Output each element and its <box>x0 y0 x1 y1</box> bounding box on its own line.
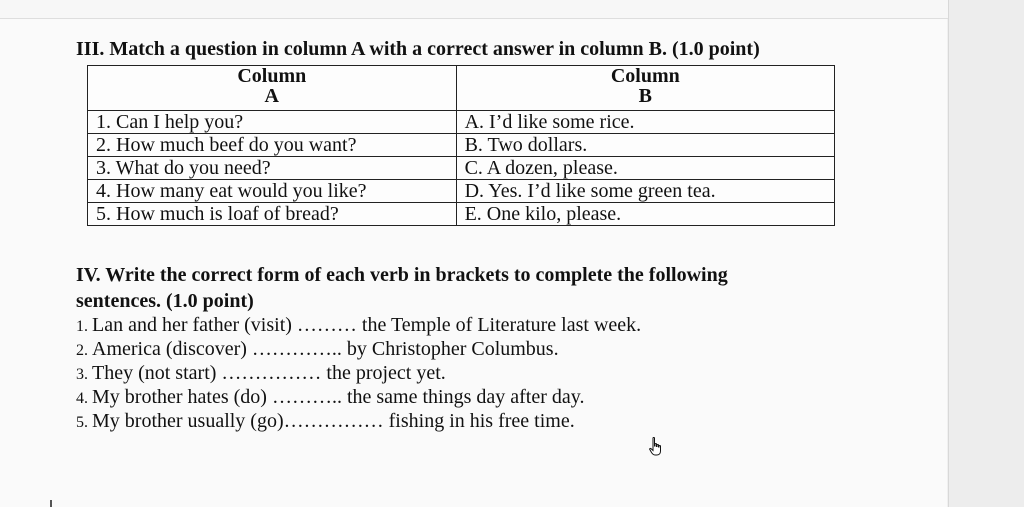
section-3-heading: III. Match a question in column A with a correct answer in column B. (1.0 point) <box>76 38 760 60</box>
question-cell: 1. Can I help you? <box>88 111 457 134</box>
sentence-text: They (not start) …………… the project yet. <box>92 362 446 384</box>
page-edge-mark <box>50 500 52 507</box>
table-row <box>88 111 835 134</box>
item-number: 2. <box>76 342 88 359</box>
sentence-text: My brother usually (go)…………… fishing in his free time. <box>92 410 575 432</box>
document-top-strip <box>0 0 948 19</box>
answer-cell: C. A dozen, please. <box>456 157 834 180</box>
sentence-text: America (discover) ………….. by Christopher Columbus. <box>92 338 559 360</box>
section-4-heading: IV. Write the correct form of each verb in brackets to complete the following <box>76 264 728 286</box>
question-cell: 5. How much is loaf of bread? <box>88 203 457 226</box>
item-number: 4. <box>76 390 88 407</box>
answer-cell: D. Yes. I’d like some green tea. <box>456 180 834 203</box>
sentence-list <box>76 313 641 433</box>
question-cell: 2. How much beef do you want? <box>88 134 457 157</box>
list-item <box>76 361 641 385</box>
item-number: 5. <box>76 414 88 431</box>
question-cell: 4. How many eat would you like? <box>88 180 457 203</box>
item-number: 1. <box>76 318 88 335</box>
hand-cursor-icon <box>649 437 663 457</box>
answer-cell: A. I’d like some rice. <box>456 111 834 134</box>
list-item <box>76 313 641 337</box>
table-row <box>88 157 835 180</box>
answer-cell: B. Two dollars. <box>456 134 834 157</box>
item-number: 3. <box>76 366 88 383</box>
matching-table <box>87 65 835 226</box>
section-4-heading-continued: sentences. (1.0 point) <box>76 290 254 312</box>
column-b-header: Column B <box>456 66 834 111</box>
answer-cell: E. One kilo, please. <box>456 203 834 226</box>
question-cell: 3. What do you need? <box>88 157 457 180</box>
table-row <box>88 134 835 157</box>
sentence-text: Lan and her father (visit) ……… the Temple of Literature last week. <box>92 314 642 336</box>
list-item <box>76 385 641 409</box>
table-row <box>88 203 835 226</box>
sentence-text: My brother hates (do) ……….. the same things day after day. <box>92 386 585 408</box>
right-gutter <box>948 0 1024 507</box>
table-row <box>88 180 835 203</box>
table-header-row <box>88 66 835 111</box>
column-a-header: Column A <box>88 66 457 111</box>
list-item <box>76 337 641 361</box>
list-item <box>76 409 641 433</box>
